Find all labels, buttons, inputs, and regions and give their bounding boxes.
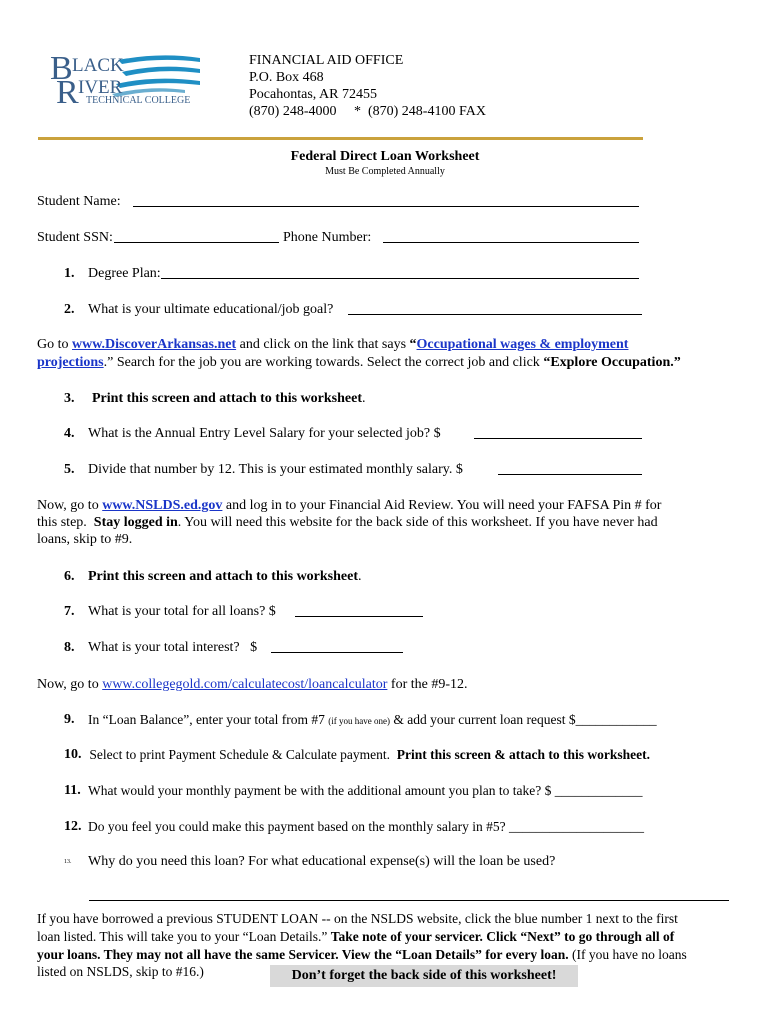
para3-text-b: for the #9-12.	[387, 677, 468, 692]
phone-number-label: Phone Number:	[283, 230, 372, 245]
job-goal-field[interactable]	[348, 314, 642, 315]
q12-text: Do you feel you could make this payment based on the monthly salary in #5? ____________________	[88, 819, 645, 834]
office-name: FINANCIAL AID OFFICE	[249, 53, 404, 68]
loan-reason-field[interactable]	[89, 900, 729, 901]
para2-text-b: and log in to your Financial Aid Review. You will need your FAFSA Pin # for	[222, 498, 662, 513]
nslds-link[interactable]: www.NSLDS.ed.gov	[102, 498, 223, 513]
logo-letter-b: B	[50, 50, 73, 87]
total-loans-field[interactable]	[295, 616, 423, 617]
q1-text: Degree Plan:	[88, 266, 161, 281]
logo-text-black: LACK	[72, 55, 124, 76]
student-ssn-label: Student SSN:	[37, 230, 113, 245]
para4-text-b: loan listed. This will take you to your “Loan Details.”	[37, 929, 331, 944]
q6-text-wrap	[88, 568, 362, 585]
page-subtitle: Must Be Completed Annually	[325, 166, 445, 177]
para1-quote-open: “	[409, 337, 417, 352]
total-interest-field[interactable]	[271, 652, 403, 653]
q7-text: What is your total for all loans? $	[88, 604, 276, 619]
para2-text-c: this step.	[37, 515, 94, 530]
monthly-salary-field[interactable]	[498, 474, 642, 475]
back-side-reminder: Don’t forget the back side of this worksheet!	[270, 965, 578, 987]
nslds-paragraph-line3: loans, skip to #9.	[37, 532, 133, 547]
para4-text-d: your loans. They may not all have the same Servicer. View the “Loan Details” for every loan.	[37, 947, 569, 962]
q10-text-b: Print this screen & attach to this worksheet.	[396, 747, 651, 762]
student-name-label: Student Name:	[37, 194, 121, 209]
collegegold-paragraph	[37, 676, 468, 693]
student-name-field[interactable]	[133, 206, 639, 207]
q9-number: 9.	[64, 712, 75, 727]
discover-arkansas-link[interactable]: www.DiscoverArkansas.net	[72, 337, 237, 352]
occupational-wages-link-cont[interactable]: projections	[37, 355, 104, 370]
q4-text: What is the Annual Entry Level Salary for your selected job? $	[88, 426, 441, 441]
q7-number: 7.	[64, 604, 75, 619]
para2-text-e: . You will need this website for the back side of this worksheet. If you have never had	[177, 515, 658, 530]
q5-number: 5.	[64, 462, 75, 477]
office-box: P.O. Box 468	[249, 70, 324, 85]
q9-small-text: (if you have one)	[328, 716, 391, 726]
nslds-paragraph-line1	[37, 497, 661, 514]
q2-number: 2.	[64, 302, 75, 317]
para1-text-c: .” Search for the job you are working towards. Select the correct job and click	[103, 355, 544, 370]
previous-loan-paragraph-line2	[37, 928, 674, 945]
loan-calculator-link[interactable]: www.collegegold.com/calculatecost/loancalculator	[102, 677, 388, 692]
q3-number: 3.	[64, 391, 75, 406]
para2-text-a: Now, go to	[37, 498, 103, 513]
student-ssn-field[interactable]	[114, 242, 279, 243]
explore-occupation-text: “Explore Occupation.”	[543, 355, 681, 370]
office-phones: (870) 248-4000 * (870) 248-4100 FAX	[249, 104, 486, 119]
q4-number: 4.	[64, 426, 75, 441]
q8-number: 8.	[64, 640, 75, 655]
q10-number: 10.	[64, 747, 82, 762]
stay-logged-in-text: Stay logged in	[93, 515, 178, 530]
q8-text: What is your total interest? $	[88, 640, 258, 655]
phone-number-field[interactable]	[383, 242, 639, 243]
para4-text-e: (If you have no loans	[568, 947, 687, 962]
q10-text-a: Select to print Payment Schedule & Calculate payment.	[86, 747, 397, 762]
q2-text: What is your ultimate educational/job goal?	[88, 302, 334, 317]
q3-period: .	[362, 391, 366, 406]
q11-number: 11.	[64, 783, 81, 798]
discover-arkansas-paragraph-line1	[37, 336, 628, 353]
logo-letter-r: R	[56, 74, 79, 111]
previous-loan-paragraph-line3	[37, 946, 687, 963]
occupational-wages-link[interactable]: Occupational wages & employment	[416, 337, 629, 352]
q3-text-wrap	[92, 390, 366, 407]
degree-plan-field[interactable]	[161, 278, 639, 279]
header-divider	[38, 137, 643, 140]
page-title: Federal Direct Loan Worksheet	[290, 149, 480, 164]
q9-text-wrap	[88, 711, 657, 730]
q9-text-a: In “Loan Balance”, enter your total from #7	[88, 712, 329, 727]
college-logo	[50, 50, 210, 110]
para1-text-a: Go to	[37, 337, 72, 352]
q12-number: 12.	[64, 819, 82, 834]
para3-text-a: Now, go to	[37, 677, 103, 692]
logo-text-river: IVER	[78, 77, 123, 98]
annual-salary-field[interactable]	[474, 438, 642, 439]
q6-period: .	[358, 569, 362, 584]
office-city: Pocahontas, AR 72455	[249, 87, 377, 102]
q13-text: Why do you need this loan? For what educational expense(s) will the loan be used?	[88, 854, 556, 869]
logo-text-technical-college: TECHNICAL COLLEGE	[86, 95, 191, 106]
discover-arkansas-paragraph-line2	[37, 354, 681, 371]
previous-loan-paragraph-line4: listed on NSLDS, skip to #16.)	[37, 964, 204, 979]
para1-text-b: and click on the link that says	[236, 337, 410, 352]
q1-number: 1.	[64, 266, 75, 281]
q5-text: Divide that number by 12. This is your estimated monthly salary. $	[88, 462, 463, 477]
previous-loan-paragraph-line1: If you have borrowed a previous STUDENT LOAN -- on the NSLDS website, click the blue number 1 next to the first	[37, 911, 678, 926]
q11-text: What would your monthly payment be with the additional amount you plan to take? $ _____________	[88, 783, 643, 798]
q6-text: Print this screen and attach to this worksheet	[88, 569, 359, 584]
q3-text: Print this screen and attach to this worksheet	[92, 391, 363, 406]
q9-text-b: & add your current loan request $____________	[390, 712, 657, 727]
q6-number: 6.	[64, 569, 75, 584]
nslds-paragraph-line2	[37, 514, 658, 531]
para4-text-c: Take note of your servicer. Click “Next” to go through all of	[330, 929, 675, 944]
q10-text-wrap	[86, 746, 650, 763]
q13-number: 13.	[64, 859, 72, 865]
